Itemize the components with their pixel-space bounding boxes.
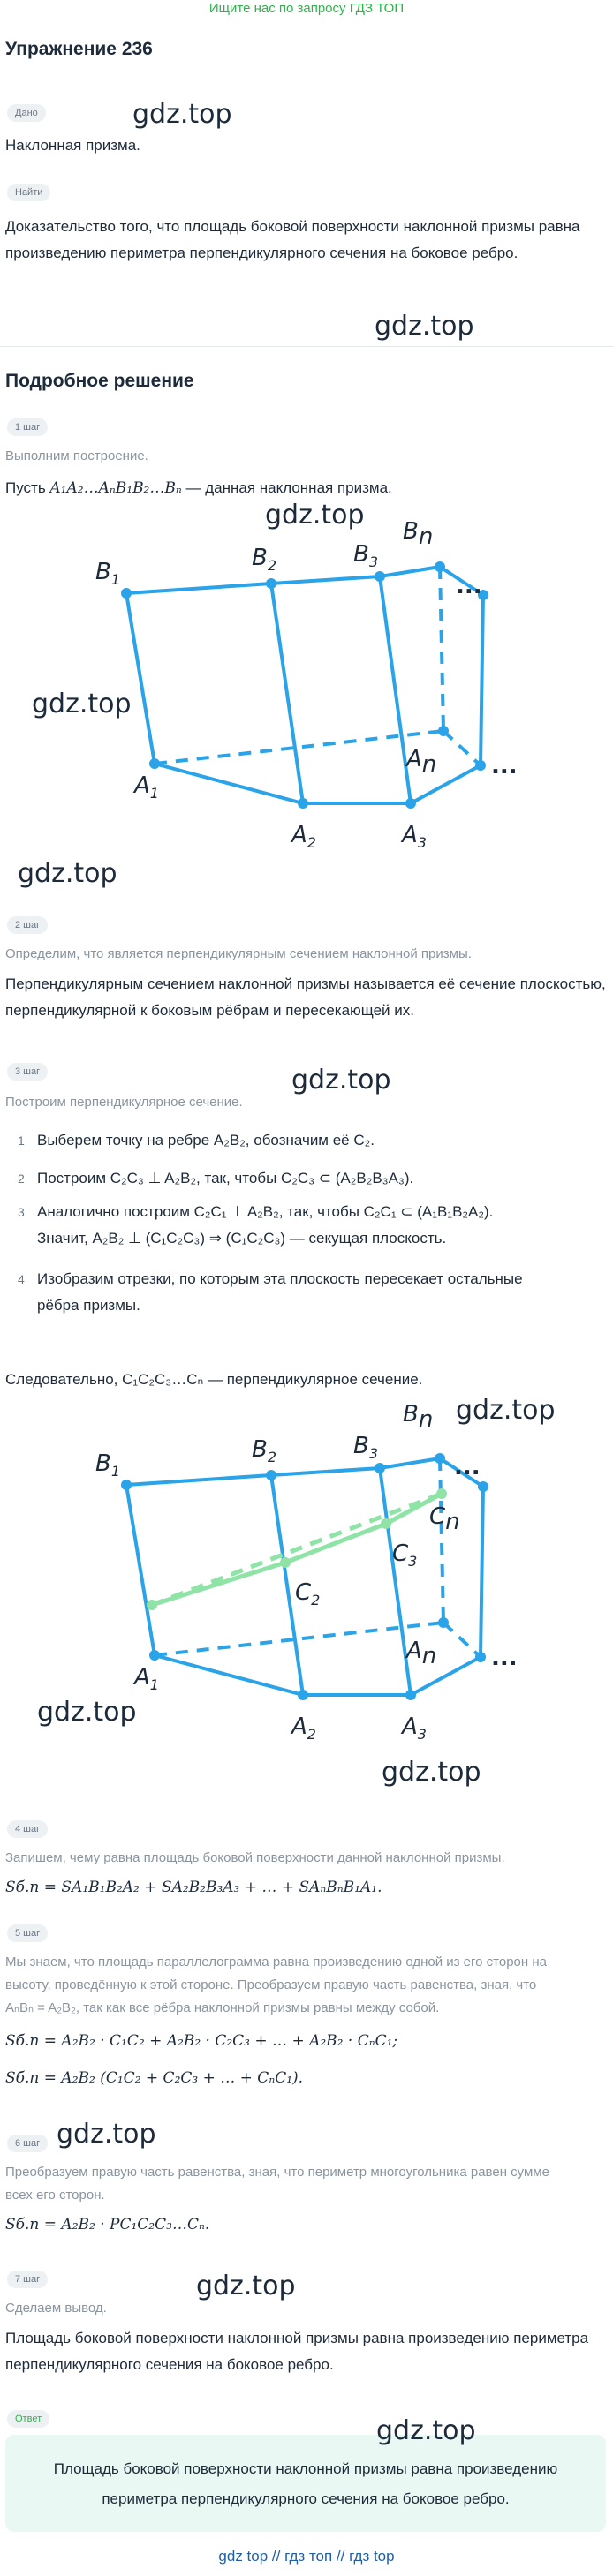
label-Cn: Cn [429, 1503, 460, 1535]
svg-text:A1: $A_1$ [134, 1664, 159, 1693]
step6-hint-line2: всех его сторон. [5, 2188, 105, 2203]
point-C3 [381, 1518, 391, 1529]
step6-hint-line1: Преобразуем правую часть равенства, зная, что периметр многоугольника равен сумме [5, 2165, 549, 2180]
step6-formula: Sб.п = A₂B₂ · PC₁C₂C₃…Cₙ. [5, 2216, 210, 2233]
watermark: gdz.top [382, 1757, 481, 1788]
step7-hint: Сделаем вывод. [5, 2301, 107, 2316]
svg-text:A2: $A_2$ [291, 1714, 316, 1743]
point-C1 [147, 1600, 157, 1610]
step3-list [18, 1123, 601, 1319]
watermark: gdz.top [196, 2271, 296, 2301]
point-B3 [375, 571, 385, 582]
watermark: gdz.top [37, 1697, 137, 1728]
label-C3: $C_3$ [392, 1540, 418, 1570]
divider [0, 346, 613, 347]
svg-text:B1: $B_1$ [95, 1450, 121, 1480]
step7-text: Площадь боковой поверхности наклонной призмы равна произведению периметра перпендикулярного сечения на боковое ребро. [5, 2330, 589, 2373]
svg-text:A3: $A_3$ [402, 1714, 427, 1743]
point-extra-bottom [475, 760, 486, 771]
watermark: gdz.top [291, 1065, 391, 1096]
step5-tag: 5 шаг [7, 1924, 48, 1942]
label-An: An [406, 746, 437, 778]
exercise-title: Упражнение 236 [5, 39, 153, 59]
svg-text:An: An [406, 1638, 437, 1669]
label-dots-bottom: ... [491, 753, 518, 780]
step1-hint: Выполним построение. [5, 448, 148, 463]
svg-text:...: ... [454, 1454, 481, 1480]
svg-text:...: ... [491, 1645, 518, 1671]
step1-text: Пусть A₁A₂…AₙB₁B₂…Bₙ — данная наклонная призма. [5, 479, 392, 497]
point-A1 [149, 758, 160, 769]
label-B3: $B_3$ [353, 541, 379, 570]
watermark: gdz.top [32, 689, 132, 719]
step5-hint-line2: высоту, проведённую к этой стороне. Преобразуем правую часть равенства, зная, что [5, 1977, 537, 1992]
step3-conclusion: Следовательно, C₁C₂C₃…Cₙ — перпендикулярное сечение. [5, 1371, 423, 1388]
watermark: gdz.top [375, 311, 474, 342]
point-Cn [436, 1488, 447, 1499]
point-B1 [121, 588, 132, 599]
step4-formula: Sб.п = SA₁B₁B₂A₂ + SA₂B₂B₃A₃ + … + SAₙBₙB₁A₁. [5, 1879, 382, 1896]
watermark: gdz.top [57, 2119, 156, 2150]
step5-formula2: Sб.п = A₂B₂ (C₁C₂ + C₂C₃ + … + CₙC₁). [5, 2069, 304, 2087]
label-B1: $B_1$ [95, 559, 121, 588]
prism-figure-1 [0, 503, 613, 856]
label-A2: $A_2$ [291, 822, 316, 851]
svg-text:Bn: Bn [403, 1401, 434, 1433]
step7-tag: 7 шаг [7, 2271, 48, 2288]
step2-hint: Определим, что является перпендикулярным сечением наклонной призмы. [5, 946, 472, 961]
label-dots-top: ... [456, 573, 482, 599]
point-A3 [405, 798, 416, 809]
step3-hint: Построим перпендикулярное сечение. [5, 1095, 243, 1110]
watermark: gdz.top [456, 1395, 556, 1426]
watermark: gdz.top [18, 858, 117, 889]
list-item: 4 Изобразим отрезки, по которым эта плоскость пересекает остальные [18, 1270, 523, 1287]
solution-title: Подробное решение [5, 371, 194, 391]
label-C2: $C_2$ [295, 1579, 321, 1608]
step5-formula1: Sб.п = A₂B₂ · C₁C₂ + A₂B₂ · C₂C₃ + … + A₂B₂ · CₙC₁; [5, 2032, 398, 2050]
point-An [438, 726, 449, 736]
watermark: gdz.top [265, 500, 365, 531]
list-item: 3 Аналогично построим C₂C₁ ⊥ A₂B₂, так, чтобы C₂C₁ ⊂ (A₁B₁B₂A₂). [18, 1203, 494, 1220]
prism-figure-2 [0, 1395, 613, 1748]
find-tag: Найти [7, 184, 50, 201]
step3-tag: 3 шаг [7, 1063, 48, 1081]
list-item: 2 Построим C₂C₃ ⊥ A₂B₂, так, чтобы C₂C₃ ⊂ (A₂B₂B₃A₃). [18, 1170, 414, 1186]
given-text: Наклонная призма. [5, 137, 140, 154]
list-item: 1 Выберем точку на ребре A₂B₂, обозначим её C₂. [18, 1132, 375, 1149]
find-text: Доказательство того, что площадь боковой поверхности наклонной призмы равна произведению периметра перпендикулярного сечения на боковое ребро. [5, 218, 580, 261]
svg-text:B2: $B_2$ [252, 1436, 277, 1465]
step5-hint-line3: AₙBₙ = A₂B₂, так как все рёбра наклонной призмы равны между собой. [5, 2000, 440, 2015]
step4-tag: 4 шаг [7, 1820, 48, 1838]
step2-tag: 2 шаг [7, 916, 48, 934]
point-C2 [280, 1557, 291, 1568]
watermark: gdz.top [132, 99, 232, 130]
step6-tag: 6 шаг [7, 2135, 48, 2152]
step4-hint: Запишем, чему равна площадь боковой поверхности данной наклонной призмы. [5, 1850, 505, 1865]
answer-text: Площадь боковой поверхности наклонной призмы равна произведению периметра перпендикулярного сечения на боковое ребро. [53, 2460, 558, 2507]
label-A3: $A_3$ [402, 822, 427, 851]
answer-box [5, 2435, 606, 2532]
label-Bn: Bn [403, 518, 434, 550]
svg-text:B3: $B_3$ [353, 1433, 379, 1462]
footer-links[interactable]: gdz top // гдз топ // гдз top [218, 2548, 395, 2565]
point-Bn [435, 561, 445, 572]
step5-hint-line1: Мы знаем, что площадь параллелограмма равна произведению одной из его сторон на [5, 1955, 547, 1970]
step1-tag: 1 шаг [7, 418, 48, 436]
given-tag: Дано [7, 104, 46, 122]
top-banner[interactable]: Ищите нас по запросу ГДЗ ТОП [208, 1, 405, 16]
watermark: gdz.top [376, 2415, 476, 2446]
answer-tag: Ответ [7, 2410, 49, 2428]
label-B2: $B_2$ [252, 545, 277, 574]
point-A2 [298, 798, 308, 809]
step2-text: Перпендикулярным сечением наклонной призмы называется её сечение плоскостью, перпендикулярной к боковым рёбрам и пересекающей их. [5, 975, 606, 1019]
label-A1: $A_1$ [134, 772, 159, 802]
point-B2 [266, 578, 276, 589]
list-item-continuation: рёбра призмы. [37, 1297, 140, 1314]
list-item-continuation: Значит, A₂B₂ ⊥ (C₁C₂C₃) ⇒ (C₁C₂C₃) — секущая плоскость. [37, 1230, 447, 1247]
